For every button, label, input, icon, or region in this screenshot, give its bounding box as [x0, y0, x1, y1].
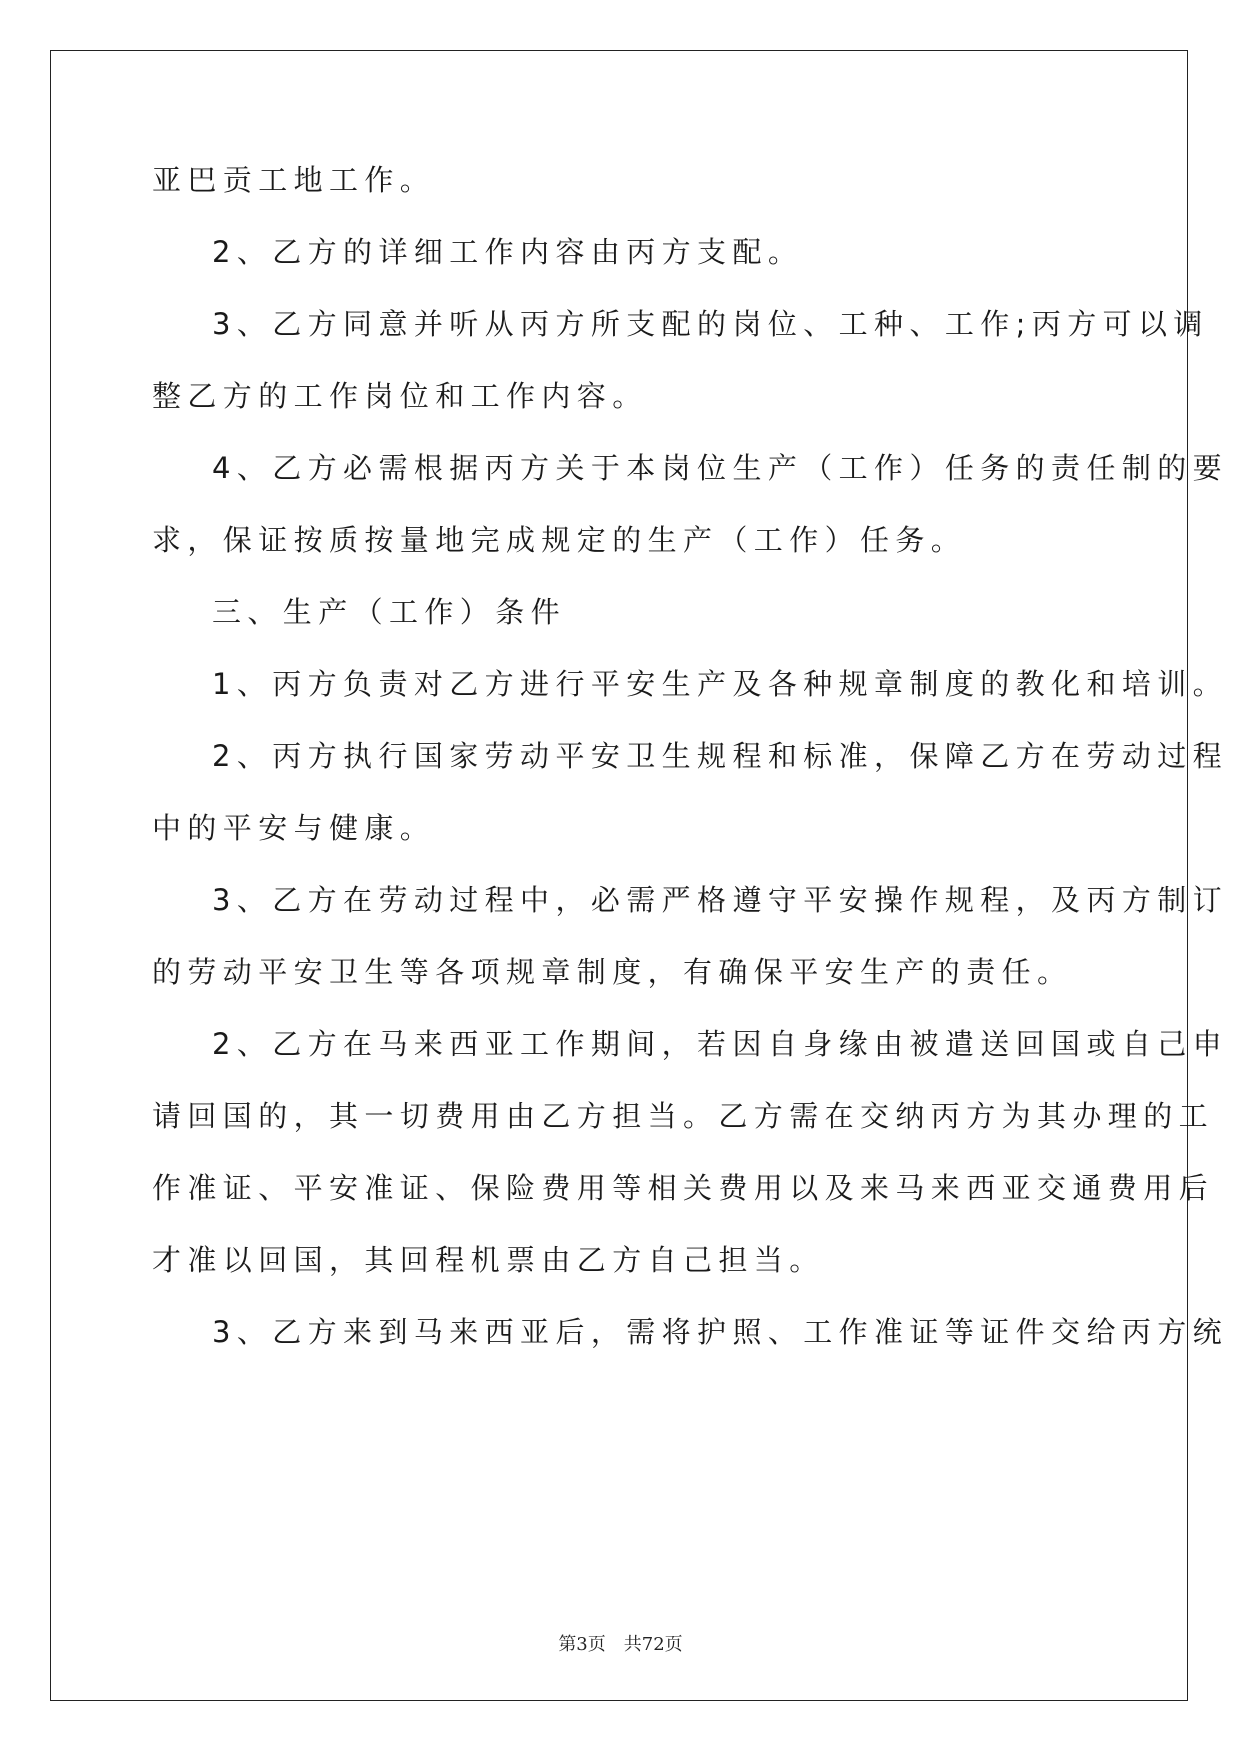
page-border	[50, 50, 1188, 1701]
text-line: 4、乙方必需根据丙方关于本岗位生产（工作）任务的责任制的要	[212, 451, 1229, 485]
text-line: 的劳动平安卫生等各项规章制度，有确保平安生产的责任。	[152, 955, 1073, 989]
text-line: 1、丙方负责对乙方进行平安生产及各种规章制度的教化和培训。	[212, 667, 1229, 701]
text-line: 2、乙方在马来西亚工作期间，若因自身缘由被遣送回国或自己申	[212, 1027, 1229, 1061]
text-line: 中的平安与健康。	[152, 811, 436, 845]
text-line: 请回国的，其一切费用由乙方担当。乙方需在交纳丙方为其办理的工	[152, 1099, 1215, 1133]
text-line: 亚巴贡工地工作。	[152, 163, 436, 197]
text-line: 作准证、平安准证、保险费用等相关费用以及来马来西亚交通费用后	[152, 1171, 1215, 1205]
section-heading: 三、生产（工作）条件	[212, 595, 567, 629]
text-line: 求，保证按质按量地完成规定的生产（工作）任务。	[152, 523, 967, 557]
text-line: 2、丙方执行国家劳动平安卫生规程和标准，保障乙方在劳动过程	[212, 739, 1229, 773]
text-line: 整乙方的工作岗位和工作内容。	[152, 379, 648, 413]
text-line: 3、乙方同意并听从丙方所支配的岗位、工种、工作;丙方可以调	[212, 307, 1209, 341]
text-line: 3、乙方在劳动过程中，必需严格遵守平安操作规程，及丙方制订	[212, 883, 1229, 917]
text-line: 2、乙方的详细工作内容由丙方支配。	[212, 235, 804, 269]
text-line: 3、乙方来到马来西亚后，需将护照、工作准证等证件交给丙方统	[212, 1315, 1229, 1349]
page-number: 第3页 共72页	[558, 1634, 683, 1655]
text-line: 才准以回国，其回程机票由乙方自己担当。	[152, 1243, 825, 1277]
